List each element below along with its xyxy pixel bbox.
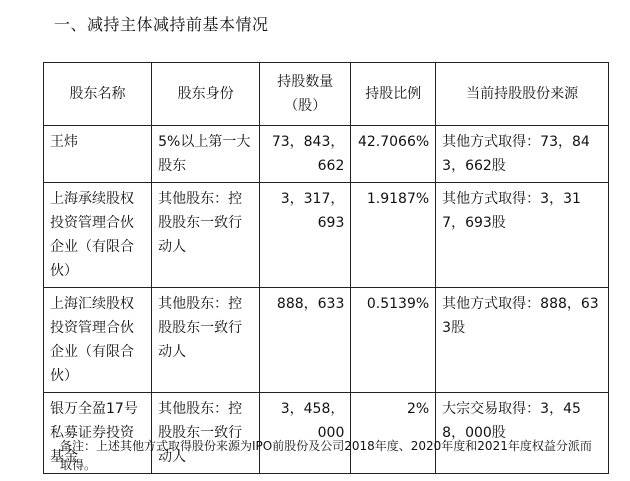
cell-ratio: 42.7066% <box>351 126 436 183</box>
cell-role: 其他股东：控股股东一致行动人 <box>152 393 260 474</box>
table-footnote: 备注：上述其他方式取得股份来源为IPO前股份及公司2018年度、2020年度和2021年度权益分派而取得。 <box>60 439 592 472</box>
cell-source: 其他方式取得：888，633股 <box>436 288 609 393</box>
header-holding-ratio: 持股比例 <box>351 63 436 126</box>
cell-ratio: 1.9187% <box>351 183 436 288</box>
header-shares-held: 持股数量（股） <box>260 63 351 126</box>
table-row <box>44 126 609 183</box>
header-shareholder-role: 股东身份 <box>152 63 260 126</box>
cell-shares: 73，843，662 <box>260 126 351 183</box>
table-row <box>44 183 609 288</box>
header-share-source: 当前持股股份来源 <box>436 63 609 126</box>
cell-shares: 3，317，693 <box>260 183 351 288</box>
section-heading: 一、减持主体减持前基本情况 <box>54 15 269 34</box>
shareholder-table <box>43 62 609 474</box>
cell-ratio: 0.5139% <box>351 288 436 393</box>
cell-ratio: 2% <box>351 393 436 474</box>
table-row <box>44 288 609 393</box>
cell-shares: 888，633 <box>260 288 351 393</box>
cell-name: 上海承续股权投资管理合伙企业（有限合伙） <box>44 183 152 288</box>
cell-role: 其他股东：控股股东一致行动人 <box>152 288 260 393</box>
cell-shares: 3，458，000 <box>260 393 351 474</box>
cell-name: 王炜 <box>44 126 152 183</box>
cell-name: 银万全盈17号私募证券投资基金 <box>44 393 152 474</box>
header-shareholder-name: 股东名称 <box>44 63 152 126</box>
cell-role: 5%以上第一大股东 <box>152 126 260 183</box>
cell-source: 其他方式取得：3，317，693股 <box>436 183 609 288</box>
table-header-row <box>44 63 609 126</box>
cell-role: 其他股东：控股股东一致行动人 <box>152 183 260 288</box>
cell-source: 其他方式取得：73，843，662股 <box>436 126 609 183</box>
cell-source: 大宗交易取得：3，458，000股 <box>436 393 609 474</box>
cell-name: 上海汇续股权投资管理合伙企业（有限合伙） <box>44 288 152 393</box>
